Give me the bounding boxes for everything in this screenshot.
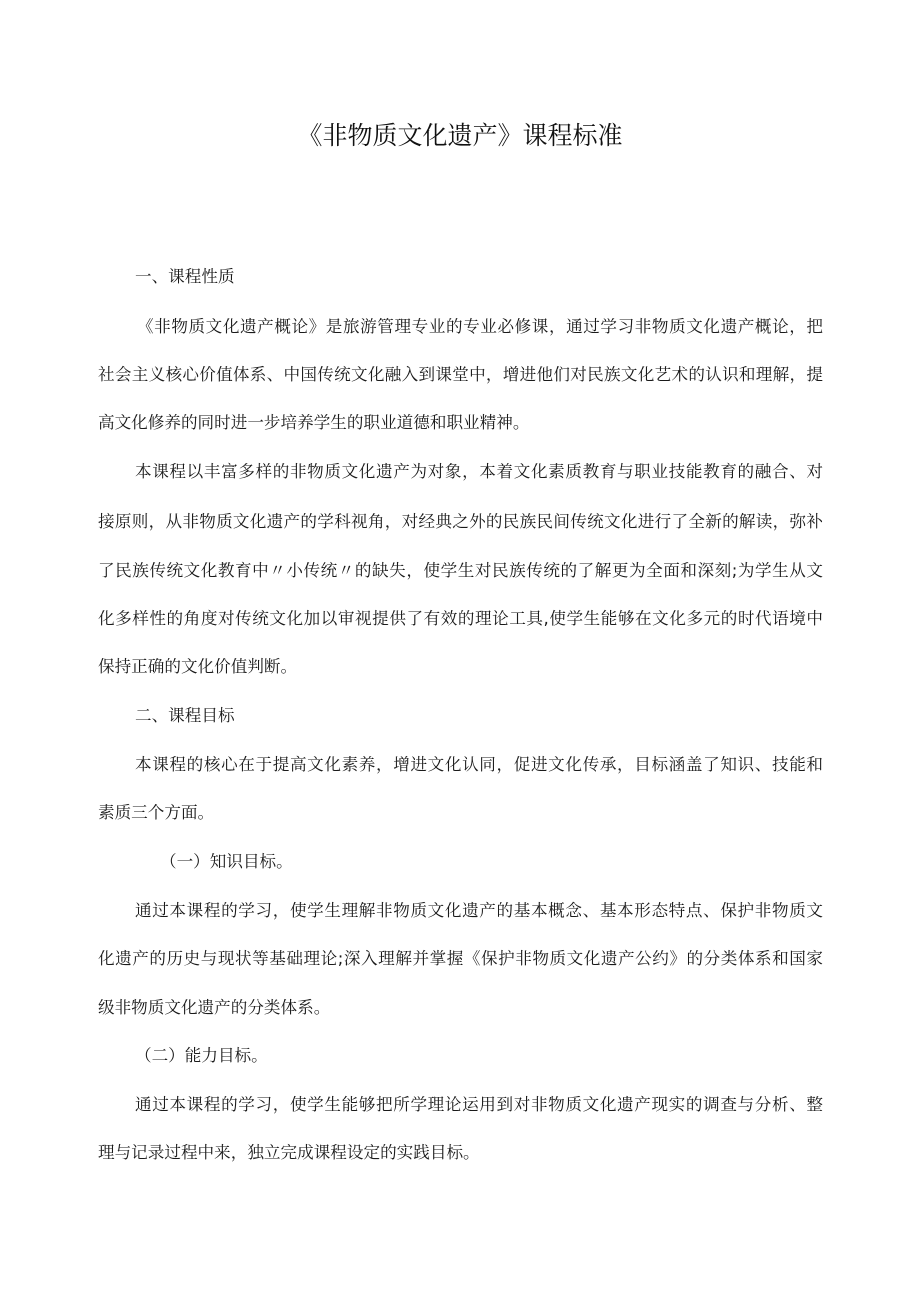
paragraph-line: 保持正确的文化价值判断。 <box>98 657 298 676</box>
paragraph-line: 通过本课程的学习，使学生能够把所学理论运用到对非物质文化遗产现实的调查与分析、整 <box>135 1095 823 1114</box>
section-heading-nature: 一、课程性质 <box>135 267 235 286</box>
paragraph-line: 《非物质文化遗产概论》是旅游管理专业的专业必修课，通过学习非物质文化遗产概论，把 <box>137 317 823 336</box>
paragraph-line: 本课程以丰富多样的非物质文化遗产为对象，本着文化素质教育与职业技能教育的融合、对 <box>135 462 823 481</box>
paragraph-line: 高文化修养的同时进一步培养学生的职业道德和职业精神。 <box>98 413 530 432</box>
paragraph-line: 化遗产的历史与现状等基础理论;深入理解并掌握《保护非物质文化遗产公约》的分类体系和国家 <box>98 949 823 968</box>
paragraph-line: 通过本课程的学习，使学生理解非物质文化遗产的基本概念、基本形态特点、保护非物质文 <box>135 901 823 920</box>
paragraph-line: 本课程的核心在于提高文化素养，增进文化认同，促进文化传承，目标涵盖了知识、技能和 <box>135 755 823 774</box>
paragraph-line: 了民族传统文化教育中〃小传统〃的缺失，使学生对民族传统的了解更为全面和深刻;为学生从文 <box>98 561 823 580</box>
subheading-ability: （二）能力目标。 <box>135 1046 268 1065</box>
section-heading-goals: 二、课程目标 <box>135 706 235 725</box>
subheading-knowledge: （一）知识目标。 <box>160 852 293 871</box>
paragraph-line: 素质三个方面。 <box>98 803 215 822</box>
paragraph-line: 社会主义核心价值体系、中国传统文化融入到课堂中，增进他们对民族文化艺术的认识和理解，提 <box>98 365 823 384</box>
paragraph-line: 化多样性的角度对传统文化加以审视提供了有效的理论工具,使学生能够在文化多元的时代语境中 <box>98 609 823 628</box>
paragraph-line: 接原则，从非物质文化遗产的学科视角，对经典之外的民族民间传统文化进行了全新的解读，弥补 <box>98 512 823 531</box>
paragraph-line: 理与记录过程中来，独立完成课程设定的实践目标。 <box>98 1143 480 1162</box>
paragraph-line: 级非物质文化遗产的分类体系。 <box>98 998 331 1017</box>
document-title: 《非物质文化遗产》课程标准 <box>297 121 623 150</box>
